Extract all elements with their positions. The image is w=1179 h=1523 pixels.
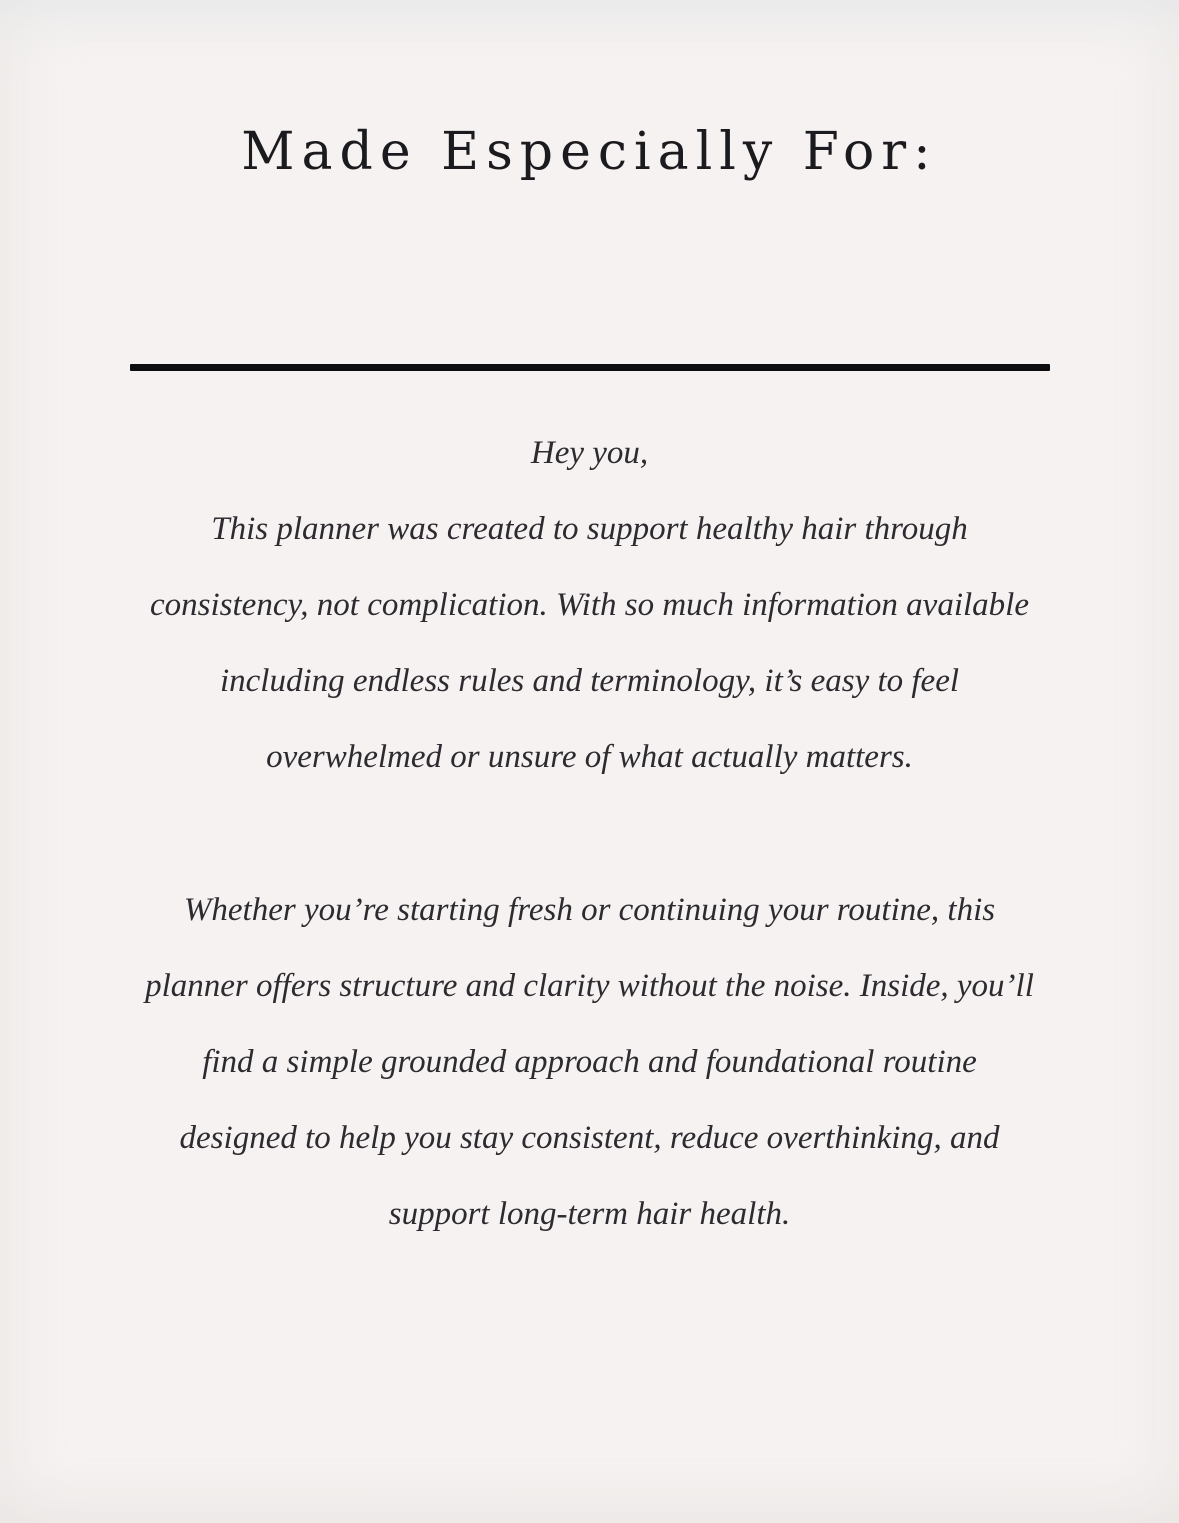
letter-line: including endless rules and terminology, it’s easy to feel [219, 663, 960, 700]
page-title: Made Especially For: [241, 122, 938, 182]
letter-line: designed to help you stay consistent, reduce overthinking, and [179, 1120, 1000, 1157]
letter-line: This planner was created to support healthy hair through [211, 511, 968, 548]
letter-line: overwhelmed or unsure of what actually matters. [266, 739, 913, 776]
greeting-text: Hey you, [530, 435, 649, 472]
letter-line: planner offers structure and clarity without the noise. Inside, you’ll [145, 968, 1034, 1005]
letter-paragraph-1 [125, 415, 1055, 795]
letter-line: Whether you’re starting fresh or continuing your routine, this [183, 892, 996, 929]
letter-line: find a simple grounded approach and foundational routine [202, 1044, 977, 1081]
name-writing-line [130, 364, 1050, 371]
letter-line: consistency, not complication. With so much information available [150, 587, 1029, 624]
letter-body [125, 415, 1055, 1252]
letter-line: support long-term hair health. [388, 1196, 791, 1233]
letter-paragraph-2 [125, 872, 1055, 1252]
